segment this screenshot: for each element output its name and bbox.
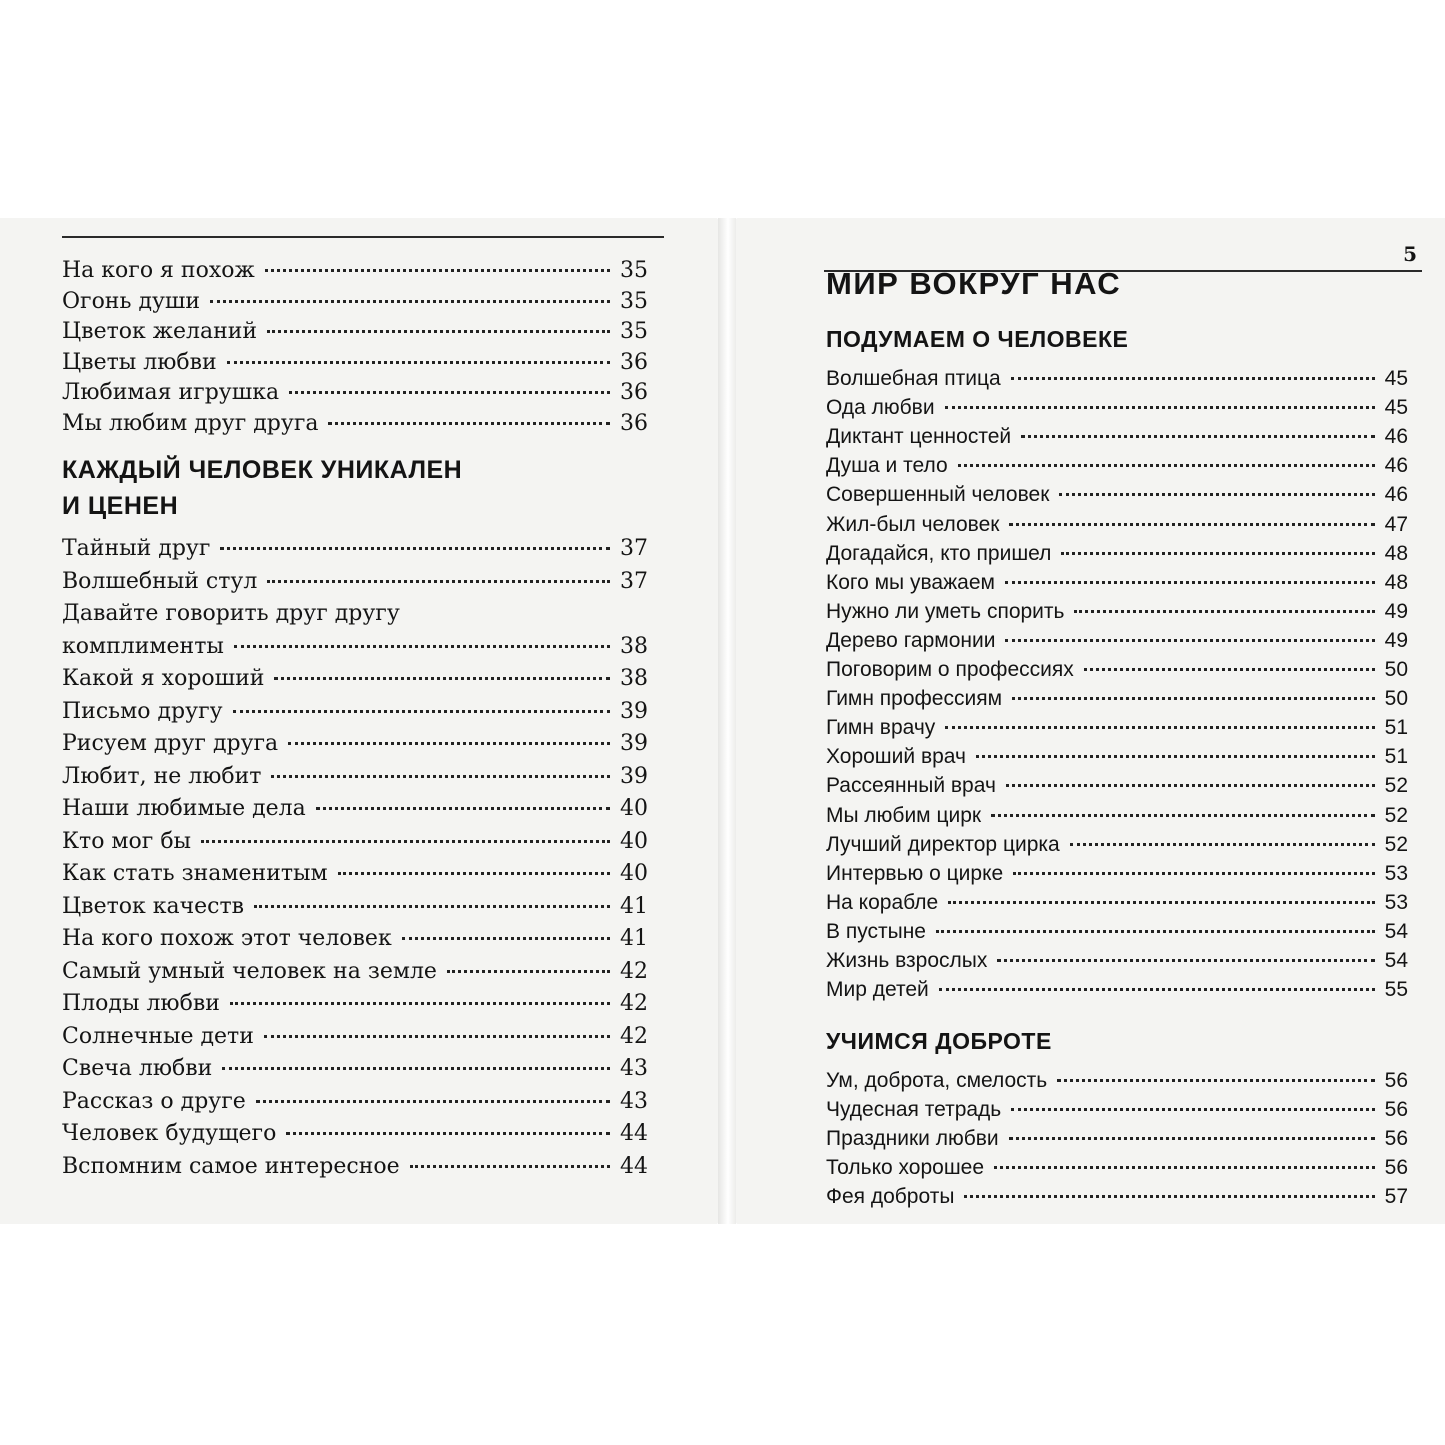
toc-entry bbox=[62, 287, 648, 317]
toc-entry bbox=[826, 684, 1408, 714]
dot-leader bbox=[447, 962, 610, 973]
section-heading: УЧИМСЯ ДОБРОТЕ bbox=[826, 1028, 1052, 1054]
toc-entry-title: Рассеянный врач bbox=[826, 774, 996, 798]
toc-entry-title: Хороший врач bbox=[826, 745, 966, 769]
toc-entry-title: Фея доброты bbox=[826, 1185, 955, 1209]
toc-entry bbox=[826, 597, 1408, 627]
toc-entry-page-number: 40 bbox=[620, 861, 648, 886]
dot-leader bbox=[945, 718, 1374, 729]
toc-entry-page-number: 50 bbox=[1384, 687, 1408, 711]
toc-entry-title: Письмо другу bbox=[62, 698, 223, 724]
toc-entry bbox=[826, 539, 1408, 569]
toc-entry-page-number: 52 bbox=[1384, 832, 1408, 856]
toc-entry bbox=[826, 451, 1408, 481]
toc-entry-page-number: 42 bbox=[620, 958, 648, 984]
toc-entry bbox=[826, 975, 1408, 1005]
dot-leader bbox=[1011, 1100, 1374, 1111]
toc-entry bbox=[826, 1095, 1408, 1125]
toc-entry-title: Рисуем друг друга bbox=[62, 731, 279, 756]
toc-entry bbox=[826, 568, 1408, 598]
dot-leader bbox=[1074, 602, 1374, 613]
toc-entry-page-number: 46 bbox=[1384, 454, 1408, 478]
dot-leader bbox=[1013, 864, 1374, 875]
toc-entry bbox=[62, 409, 648, 439]
dot-leader bbox=[958, 456, 1375, 467]
toc-entry bbox=[62, 348, 648, 378]
toc-entry-title: Рассказ о друге bbox=[62, 1088, 246, 1114]
toc-entry-title: Вспомним самое интересное bbox=[62, 1153, 400, 1179]
toc-entry-page-number: 41 bbox=[620, 926, 648, 951]
toc-entry-title: Наши любимые дела bbox=[62, 796, 306, 821]
dot-leader bbox=[265, 261, 610, 272]
toc-entry-page-number: 54 bbox=[1384, 949, 1408, 972]
section-heading: И ЦЕНЕН bbox=[62, 492, 179, 520]
toc-entry-title: Гимн профессиям bbox=[826, 687, 1003, 711]
toc-entry-title: Мы любим друг друга bbox=[62, 410, 319, 436]
dot-leader bbox=[994, 1158, 1375, 1169]
toc-entry-title: На кого я похож bbox=[62, 258, 255, 283]
toc-entry bbox=[62, 632, 648, 662]
toc-entry-page-number: 49 bbox=[1384, 628, 1408, 652]
toc-entry-title: Тайный друг bbox=[62, 536, 211, 561]
dot-leader bbox=[288, 734, 610, 745]
toc-entry-page-number: 56 bbox=[1384, 1098, 1408, 1122]
section-heading: КАЖДЫЙ ЧЕЛОВЕК УНИКАЛЕН bbox=[62, 456, 463, 484]
toc-entry-page-number: 45 bbox=[1384, 367, 1408, 390]
dot-leader bbox=[234, 637, 610, 648]
dot-leader bbox=[254, 897, 610, 908]
toc-entry-title: Огонь души bbox=[62, 288, 201, 314]
toc-entry-title: В пустыне bbox=[826, 919, 926, 943]
toc-entry-page-number: 46 bbox=[1384, 425, 1408, 449]
toc-entry-title: Поговорим о профессиях bbox=[826, 658, 1074, 681]
toc-entry bbox=[826, 480, 1408, 510]
toc-entry bbox=[62, 1119, 648, 1149]
toc-entry-title: Совершенный человек bbox=[826, 483, 1050, 507]
toc-entry bbox=[62, 827, 648, 857]
dot-leader bbox=[1011, 369, 1375, 380]
dot-leader bbox=[1012, 689, 1375, 700]
toc-entry-title: Давайте говорить друг другу bbox=[62, 601, 400, 626]
toc-entry-page-number: 35 bbox=[620, 258, 648, 283]
toc-entry-page-number: 39 bbox=[620, 698, 648, 724]
toc-entry-title: Душа и тело bbox=[826, 454, 948, 478]
toc-entry-page-number: 37 bbox=[620, 568, 648, 594]
toc-entry-title: Ода любви bbox=[826, 396, 935, 420]
toc-entry-title: Свеча любви bbox=[62, 1056, 213, 1081]
toc-entry bbox=[62, 697, 648, 727]
toc-entry bbox=[62, 859, 648, 889]
toc-entry-title: Волшебный стул bbox=[62, 568, 258, 594]
toc-entry bbox=[62, 989, 648, 1019]
dot-leader bbox=[945, 398, 1375, 409]
toc-entry-page-number: 38 bbox=[620, 666, 648, 691]
toc-entry-page-number: 45 bbox=[1384, 396, 1408, 420]
dot-leader bbox=[1057, 1071, 1374, 1082]
toc-entry bbox=[826, 830, 1408, 860]
toc-entry bbox=[826, 917, 1408, 947]
dot-leader bbox=[338, 864, 610, 875]
toc-entry-page-number: 56 bbox=[1384, 1156, 1408, 1180]
dot-leader bbox=[939, 980, 1375, 991]
toc-entry-title: Праздники любви bbox=[826, 1127, 999, 1151]
dot-leader bbox=[274, 669, 610, 680]
toc-entry-page-number: 41 bbox=[620, 893, 648, 919]
toc-entry-page-number: 57 bbox=[1384, 1185, 1408, 1209]
toc-entry bbox=[826, 1153, 1408, 1183]
dot-leader bbox=[227, 353, 610, 364]
toc-entry-page-number: 42 bbox=[620, 991, 648, 1016]
dot-leader bbox=[1021, 427, 1375, 438]
toc-entry-page-number: 43 bbox=[620, 1056, 648, 1081]
toc-entry-title: Какой я хороший bbox=[62, 666, 265, 691]
toc-entry bbox=[62, 794, 648, 824]
dot-leader bbox=[964, 1187, 1374, 1198]
toc-entry bbox=[62, 1152, 648, 1182]
toc-entry bbox=[62, 1087, 648, 1117]
toc-entry-title: Диктант ценностей bbox=[826, 425, 1012, 449]
toc-entry-title: Интервью о цирке bbox=[826, 861, 1004, 885]
toc-entry bbox=[826, 626, 1408, 656]
toc-entry-title: Как стать знаменитым bbox=[62, 861, 328, 886]
toc-entry-page-number: 53 bbox=[1384, 890, 1408, 914]
toc-entry bbox=[62, 729, 648, 759]
toc-entry-title: Гимн врачу bbox=[826, 716, 936, 740]
toc-entry bbox=[826, 393, 1408, 423]
toc-entry-page-number: 48 bbox=[1384, 570, 1408, 594]
toc-entry-page-number: 44 bbox=[620, 1121, 648, 1146]
toc-entry-title: комплименты bbox=[62, 633, 224, 659]
dot-leader bbox=[948, 893, 1374, 904]
section-heading: ПОДУМАЕМ О ЧЕЛОВЕКЕ bbox=[826, 326, 1129, 352]
dot-leader bbox=[289, 383, 610, 394]
toc-entry-page-number: 54 bbox=[1384, 919, 1408, 943]
toc-entry bbox=[826, 364, 1408, 394]
toc-entry-page-number: 43 bbox=[620, 1088, 648, 1114]
dot-leader bbox=[976, 747, 1375, 758]
dot-leader bbox=[233, 702, 610, 713]
toc-entry-title: Ум, доброта, смелость bbox=[826, 1069, 1048, 1092]
toc-entry-title: Мир детей bbox=[826, 978, 929, 1002]
dot-leader bbox=[1009, 1129, 1375, 1140]
dot-leader bbox=[1070, 835, 1375, 846]
toc-entry-title: Самый умный человек на земле bbox=[62, 958, 437, 984]
dot-leader bbox=[410, 1157, 610, 1168]
toc-entry-title: Волшебная птица bbox=[826, 367, 1001, 390]
toc-entry-page-number: 56 bbox=[1384, 1069, 1408, 1092]
toc-entry-page-number: 36 bbox=[620, 380, 648, 405]
toc-entry bbox=[826, 771, 1408, 801]
toc-entry-page-number: 53 bbox=[1384, 861, 1408, 885]
toc-entry-title: На корабле bbox=[826, 890, 939, 914]
toc-entry bbox=[62, 762, 648, 792]
toc-entry-title: Догадайся, кто пришел bbox=[826, 541, 1052, 565]
toc-entry-page-number: 51 bbox=[1384, 716, 1408, 740]
toc-entry-page-number: 40 bbox=[620, 796, 648, 821]
dot-leader bbox=[267, 572, 610, 583]
dot-leader bbox=[256, 1092, 610, 1103]
toc-entry bbox=[826, 742, 1408, 772]
toc-entry-page-number: 39 bbox=[620, 763, 648, 789]
toc-entry-page-number: 56 bbox=[1384, 1127, 1408, 1151]
toc-entry-page-number: 55 bbox=[1384, 978, 1408, 1002]
dot-leader bbox=[991, 806, 1375, 817]
toc-entry bbox=[62, 534, 648, 564]
toc-entry-page-number: 44 bbox=[620, 1153, 648, 1179]
dot-leader bbox=[997, 951, 1374, 962]
left-page bbox=[0, 218, 718, 1224]
dot-leader bbox=[222, 1059, 610, 1070]
toc-entry bbox=[62, 256, 648, 286]
dot-leader bbox=[1084, 660, 1375, 671]
dot-leader bbox=[201, 832, 610, 843]
dot-leader bbox=[264, 1027, 610, 1038]
header-rule bbox=[62, 236, 664, 238]
toc-entry-page-number: 46 bbox=[1384, 483, 1408, 507]
toc-entry bbox=[826, 510, 1408, 540]
dot-leader bbox=[402, 929, 610, 940]
toc-entry-title: Кто мог бы bbox=[62, 828, 192, 854]
toc-entry-page-number: 52 bbox=[1384, 774, 1408, 798]
toc-entry bbox=[62, 892, 648, 922]
toc-entry-page-number: 42 bbox=[620, 1023, 648, 1049]
toc-entry-page-number: 37 bbox=[620, 536, 648, 561]
toc-entry bbox=[826, 888, 1408, 918]
part-heading: МИР ВОКРУГ НАС bbox=[826, 266, 1122, 301]
toc-entry-page-number: 36 bbox=[620, 410, 648, 436]
dot-leader bbox=[1059, 485, 1374, 496]
toc-entry-title: Любимая игрушка bbox=[62, 380, 280, 405]
toc-entry-page-number: 47 bbox=[1384, 512, 1408, 536]
toc-entry bbox=[826, 1124, 1408, 1154]
toc-entry bbox=[826, 1182, 1408, 1212]
toc-entry-page-number: 39 bbox=[620, 731, 648, 756]
dot-leader bbox=[267, 322, 610, 333]
toc-entry bbox=[826, 1066, 1408, 1096]
toc-entry-page-number: 48 bbox=[1384, 541, 1408, 565]
toc-entry-page-number: 52 bbox=[1384, 803, 1408, 827]
toc-entry-page-number: 35 bbox=[620, 319, 648, 344]
dot-leader bbox=[1009, 515, 1374, 526]
toc-entry-title: Цветок желаний bbox=[62, 319, 258, 344]
dot-leader bbox=[286, 1124, 610, 1135]
toc-entry-title: Любит, не любит bbox=[62, 763, 262, 789]
toc-entry-title: Цветы любви bbox=[62, 349, 217, 375]
book-gutter bbox=[718, 218, 736, 1224]
toc-entry-title: На кого похож этот человек bbox=[62, 926, 392, 951]
toc-entry-title: Только хорошее bbox=[826, 1156, 985, 1180]
toc-entry-page-number: 38 bbox=[620, 633, 648, 659]
toc-entry-title: Мы любим цирк bbox=[826, 803, 982, 827]
dot-leader bbox=[1061, 544, 1374, 555]
toc-entry bbox=[826, 801, 1408, 831]
dot-leader bbox=[936, 922, 1375, 933]
book-spread bbox=[0, 218, 1445, 1224]
toc-entry-title: Лучший директор цирка bbox=[826, 832, 1060, 856]
dot-leader bbox=[316, 799, 610, 810]
toc-entry bbox=[62, 957, 648, 987]
toc-entry bbox=[62, 599, 648, 629]
toc-entry bbox=[62, 924, 648, 954]
toc-entry-page-number: 50 bbox=[1384, 658, 1408, 681]
toc-entry bbox=[826, 655, 1408, 685]
toc-entry bbox=[826, 713, 1408, 743]
right-page bbox=[736, 218, 1445, 1224]
toc-entry bbox=[62, 317, 648, 347]
toc-entry bbox=[62, 1022, 648, 1052]
toc-entry bbox=[62, 567, 648, 597]
toc-entry-title: Нужно ли уметь спорить bbox=[826, 599, 1065, 623]
toc-entry bbox=[62, 378, 648, 408]
toc-entry bbox=[826, 859, 1408, 889]
dot-leader bbox=[230, 994, 610, 1005]
dot-leader bbox=[1005, 573, 1375, 584]
toc-entry-page-number: 35 bbox=[620, 288, 648, 314]
toc-entry-title: Жизнь взрослых bbox=[826, 949, 988, 972]
toc-entry bbox=[62, 1054, 648, 1084]
toc-entry-page-number: 49 bbox=[1384, 599, 1408, 623]
toc-entry-page-number: 40 bbox=[620, 828, 648, 854]
toc-entry-title: Солнечные дети bbox=[62, 1023, 254, 1049]
toc-entry-title: Чудесная тетрадь bbox=[826, 1098, 1002, 1122]
toc-entry-title: Цветок качеств bbox=[62, 893, 245, 919]
toc-entry bbox=[62, 664, 648, 694]
dot-leader bbox=[271, 767, 610, 778]
toc-entry-title: Дерево гармонии bbox=[826, 628, 996, 652]
toc-entry-title: Плоды любви bbox=[62, 991, 220, 1016]
toc-entry-title: Жил-был человек bbox=[826, 512, 1000, 536]
toc-entry-page-number: 36 bbox=[620, 349, 648, 375]
page-number: 5 bbox=[1403, 242, 1417, 266]
dot-leader bbox=[328, 414, 610, 425]
dot-leader bbox=[1005, 631, 1374, 642]
toc-entry bbox=[826, 946, 1408, 976]
dot-leader bbox=[1006, 776, 1375, 787]
dot-leader bbox=[210, 292, 610, 303]
dot-leader bbox=[220, 539, 610, 550]
toc-entry-page-number: 51 bbox=[1384, 745, 1408, 769]
toc-entry-title: Кого мы уважаем bbox=[826, 570, 995, 594]
toc-entry-title: Человек будущего bbox=[62, 1121, 277, 1146]
toc-entry bbox=[826, 422, 1408, 452]
